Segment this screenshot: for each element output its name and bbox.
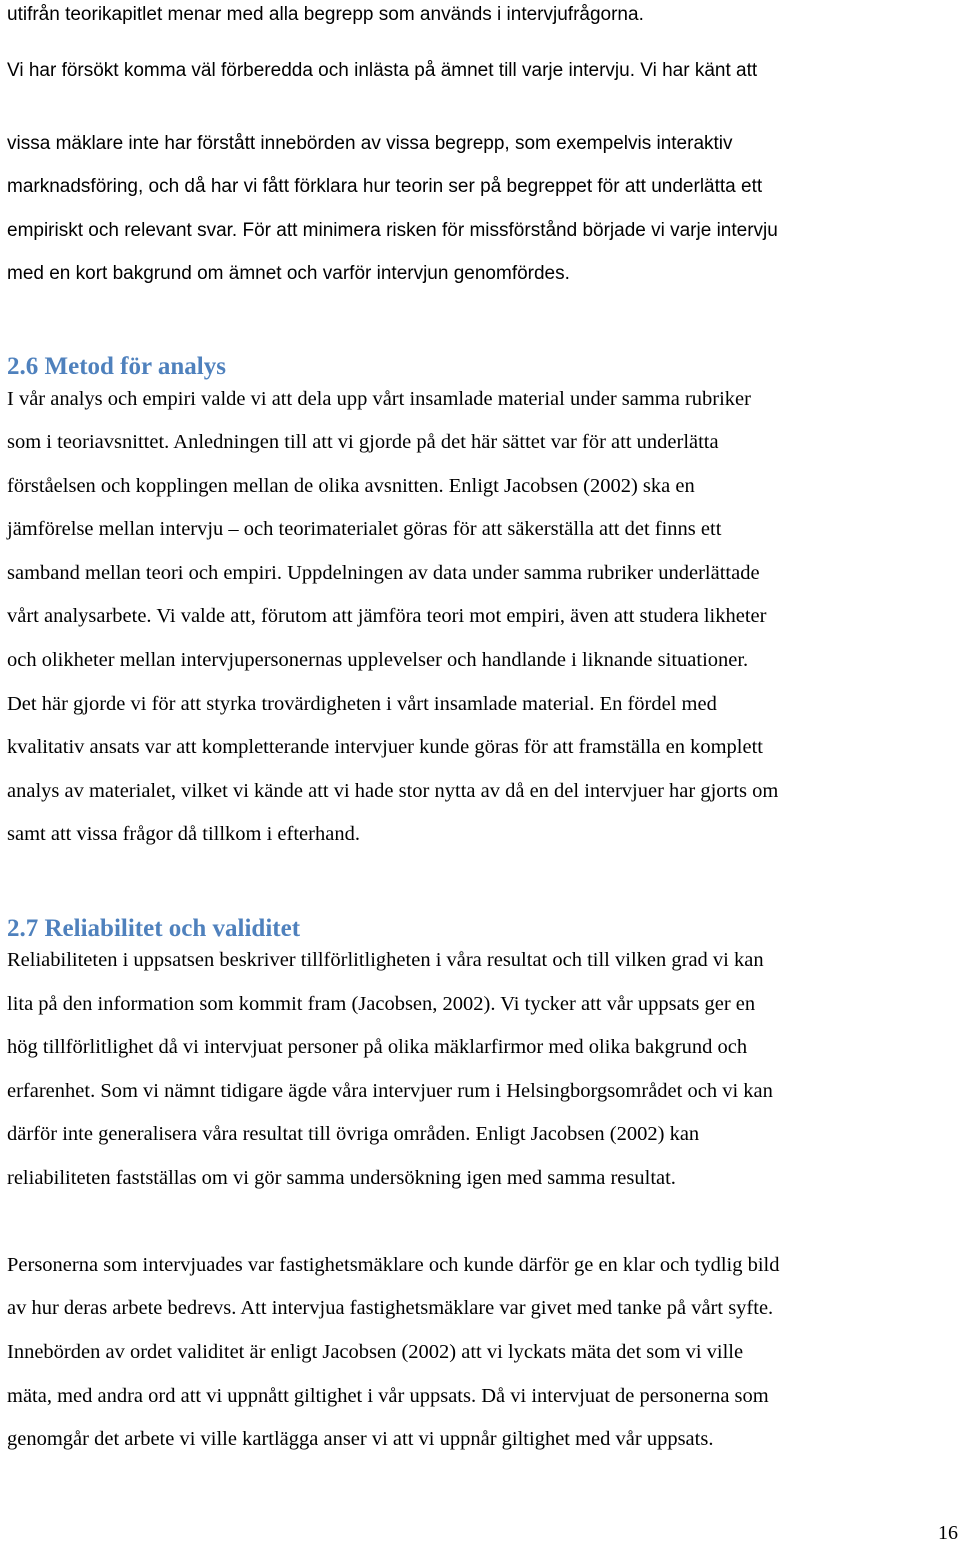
validitet-line-1: Personerna som intervjuades var fastighetsmäklare och kunde därför ge en klar och tydlig bild	[7, 1254, 780, 1276]
section-heading-reliabilitet-och-validitet: 2.7 Reliabilitet och validitet	[7, 915, 301, 942]
page-number: 16	[938, 1522, 958, 1544]
analys-line-10: analys av materialet, vilket vi kände att vi hade stor nytta av då en del intervjuer har gjorts om	[7, 780, 779, 802]
intro-line-6: med en kort bakgrund om ämnet och varför intervjun genomfördes.	[7, 263, 570, 284]
analys-line-7: och olikheter mellan intervjupersonernas upplevelser och handlande i liknande situationer.	[7, 649, 749, 671]
validitet-line-5: genomgår det arbete vi ville kartlägga anser vi att vi uppnår giltighet med vår uppsats.	[7, 1428, 714, 1450]
analys-line-9: kvalitativ ansats var att kompletterande intervjuer kunde göras för att framställa en komplett	[7, 736, 763, 758]
validitet-line-2: av hur deras arbete bedrevs. Att intervjua fastighetsmäklare var givet med tanke på vårt syfte.	[7, 1297, 774, 1319]
section-heading-metod-for-analys: 2.6 Metod för analys	[7, 353, 226, 380]
validitet-line-3: Innebörden av ordet validitet är enligt Jacobsen (2002) att vi lyckats mäta det som vi ville	[7, 1341, 744, 1363]
intro-line-1: utifrån teorikapitlet menar med alla begrepp som används i intervjufrågorna.	[7, 4, 644, 25]
reliabilitet-line-6: reliabiliteten fastställas om vi gör samma undersökning igen med samma resultat.	[7, 1167, 676, 1189]
reliabilitet-line-2: lita på den information som kommit fram (Jacobsen, 2002). Vi tycker att vår uppsats ger en	[7, 993, 756, 1015]
reliabilitet-line-4: erfarenhet. Som vi nämnt tidigare ägde våra intervjuer rum i Helsingborgsområdet och vi kan	[7, 1080, 773, 1102]
intro-line-3: vissa mäklare inte har förstått innebörden av vissa begrepp, som exempelvis interaktiv	[7, 133, 733, 154]
intro-line-2: Vi har försökt komma väl förberedda och inlästa på ämnet till varje intervju. Vi har känt att	[7, 60, 758, 81]
reliabilitet-line-1: Reliabiliteten i uppsatsen beskriver tillförlitligheten i våra resultat och till vilken grad vi kan	[7, 949, 764, 971]
reliabilitet-line-5: därför inte generalisera våra resultat till övriga områden. Enligt Jacobsen (2002) kan	[7, 1123, 700, 1145]
analys-line-1: I vår analys och empiri valde vi att dela upp vårt insamlade material under samma rubriker	[7, 388, 751, 410]
analys-line-8: Det här gjorde vi för att styrka trovärdigheten i vårt insamlade material. En fördel med	[7, 693, 717, 715]
analys-line-5: samband mellan teori och empiri. Uppdelningen av data under samma rubriker underlättade	[7, 562, 760, 584]
analys-line-6: vårt analysarbete. Vi valde att, förutom att jämföra teori mot empiri, även att studera likheter	[7, 605, 767, 627]
analys-line-3: förståelsen och kopplingen mellan de olika avsnitten. Enligt Jacobsen (2002) ska en	[7, 475, 695, 497]
analys-line-11: samt att vissa frågor då tillkom i efterhand.	[7, 823, 360, 845]
validitet-line-4: mäta, med andra ord att vi uppnått giltighet i vår uppsats. Då vi intervjuat de personerna som	[7, 1385, 769, 1407]
intro-line-5: empiriskt och relevant svar. För att minimera risken för missförstånd började vi varje intervju	[7, 220, 778, 241]
analys-line-4: jämförelse mellan intervju – och teorimaterialet göras för att säkerställa att det finns ett	[7, 518, 722, 540]
intro-line-4: marknadsföring, och då har vi fått förklara hur teorin ser på begreppet för att underlätta ett	[7, 176, 763, 197]
reliabilitet-line-3: hög tillförlitlighet då vi intervjuat personer på olika mäklarfirmor med olika bakgrund och	[7, 1036, 748, 1058]
analys-line-2: som i teoriavsnittet. Anledningen till att vi gjorde på det här sättet var för att underlätta	[7, 431, 719, 453]
